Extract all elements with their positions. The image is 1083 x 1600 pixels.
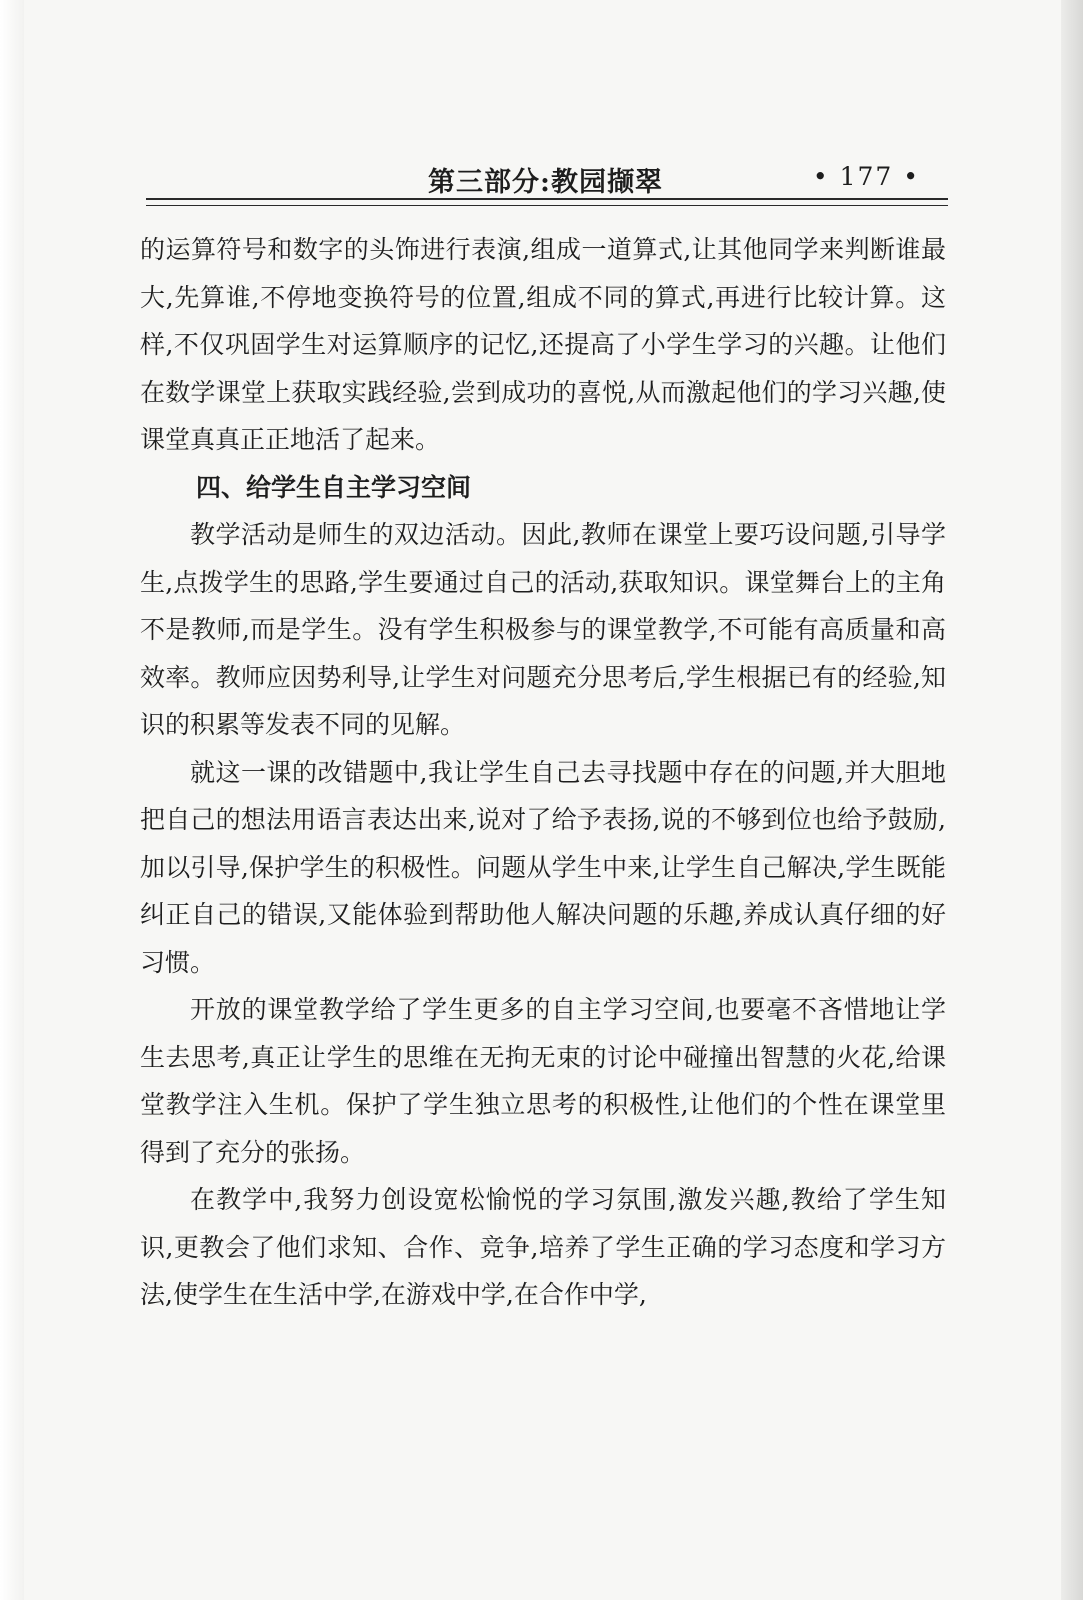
paragraph: 教学活动是师生的双边活动。因此,教师在课堂上要巧设问题,引导学生,点拨学生的思路,学生要通过自己的活动,获取知识。课堂舞台上的主角不是教师,而是学生。没有学生积极参与的课堂教学,不可能有高质量和高效率。教师应因势利导,让学生对问题充分思考后,学生根据已有的经验,知识的积累等发表不同的见解。 bbox=[140, 520, 946, 739]
page-edge-shade bbox=[1061, 0, 1083, 1600]
running-title: 第三部分:教园撷翠 bbox=[428, 167, 663, 198]
page-gutter-shade bbox=[0, 0, 24, 1600]
section-heading: 四、给学生自主学习空间 bbox=[196, 472, 472, 502]
page-number: • 177 • bbox=[812, 162, 920, 191]
paragraph: 在教学中,我努力创设宽松愉悦的学习氛围,激发兴趣,教给了学生知识,更教会了他们求知、合作、竞争,培养了学生正确的学习态度和学习方法,使学生在生活中学,在游戏中学,在合作中学, bbox=[140, 1185, 946, 1309]
body-text bbox=[140, 226, 946, 1319]
paragraph: 就这一课的改错题中,我让学生自己去寻找题中存在的问题,并大胆地把自己的想法用语言表达出来,说对了给予表扬,说的不够到位也给予鼓励,加以引导,保护学生的积极性。问题从学生中来,让学生自己解决,学生既能纠正自己的错误,又能体验到帮助他人解决问题的乐趣,养成认真仔细的好习惯。 bbox=[140, 757, 946, 977]
header-rule-thin bbox=[146, 205, 948, 206]
paragraph: 开放的课堂教学给了学生更多的自主学习空间,也要毫不吝惜地让学生去思考,真正让学生的思维在无拘无束的讨论中碰撞出智慧的火花,给课堂教学注入生机。保护了学生独立思考的积极性,让他们的个性在课堂里得到了充分的张扬。 bbox=[140, 995, 946, 1167]
header-rule-thick bbox=[146, 198, 948, 200]
running-header bbox=[148, 160, 948, 200]
paragraph-continued: 的运算符号和数字的头饰进行表演,组成一道算式,让其他同学来判断谁最大,先算谁,不停地变换符号的位置,组成不同的算式,再进行比较计算。这样,不仅巩固学生对运算顺序的记忆,还提高了小学生学习的兴趣。让他们在数学课堂上获取实践经验,尝到成功的喜悦,从而激起他们的学习兴趣,使课堂真真正正地活了起来。 bbox=[140, 235, 946, 454]
